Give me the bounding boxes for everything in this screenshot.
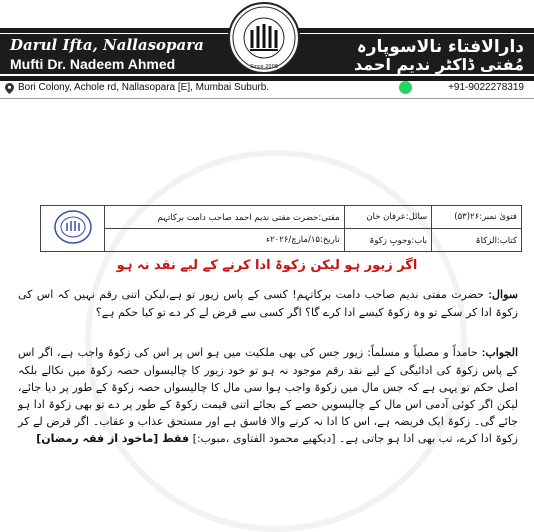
mufti-name-urdu: مُفتی ڈاکٹر ندیم احمد <box>353 55 524 74</box>
fatwa-meta-table <box>40 205 522 252</box>
question-text: حضرت مفتی ندیم صاحب دامت برکاتہم! کسی کے پاس زیور تو ہے،لیکن اتنی رقم نہیں کہ اس کی زکوۃ ادا کر سکے تو وہ زکوۃ کیسے ادا کرے گا؟ اگر کسی سے قرض لے کر دے تو کیا حکم ہے؟ <box>18 288 518 319</box>
contact-bar <box>0 80 534 100</box>
question-label: سوال: <box>488 289 518 301</box>
darul-ifta-urdu: دارالافتاء نالاسوپارہ <box>356 37 524 57</box>
seal-stamp-icon <box>53 209 93 245</box>
fatwa-number: فتویٰ نمبر:۲۶(۵۳) <box>432 206 522 229</box>
fatwa-date: تاریخ:۱۵/مارچ/۲۰۲۶ء <box>105 229 345 252</box>
questioner-name: سائل:عرفان خان <box>344 206 431 229</box>
answer-text: حامداً و مصلیاً و مسلماً: زیور جس کی بھی ملکیت میں ہو اس پر اس کی زکوۃ واجب ہے، اگر اس کے پاس زکوۃ کی ادائیگی کے لیے نقد رقم موجود نہ ہو تو خود زیور کا چالیسواں حصہ زکوۃ میں نکالے بلکہ اصل حکم تو یہی ہے کہ جس مال میں زکوۃ واجب ہوا سی مال کا چالیسواں حصہ زکوۃ کے طور پر دیا جائے، لیکن اگر کوئی آدمی اس مال کے چالیسویں حصے کے بجائے اتنی قیمت زکوۃ کے طور پر دے تو بھی زکوۃ ادا ہو جائے گی۔ زکوۃ ایک فریضہ ہے، اس کا ادا نہ کرنے والا فاسق ہے اور مستحق عذاب و عقاب۔ اگر قرض لے کر زکوۃ ادا کرے، تب بھی ادا ہو جاتی ہے۔ <box>18 346 518 445</box>
phone-number[interactable]: +91-9022278319 <box>448 82 524 93</box>
seal-stamp <box>41 206 105 252</box>
book-name: کتاب:الزکاۃ <box>432 229 522 252</box>
question-paragraph <box>18 286 518 321</box>
header-rule <box>0 98 534 99</box>
address-text: Bori Colony, Achole rd, Nallasopara [E], Mumbai Suburb. <box>18 82 270 93</box>
reference-prefix: [دیکھیے محمود الفتاوی ،مبوب:] <box>192 432 336 445</box>
logo-since: Since 2008 <box>250 64 278 70</box>
fatwa-title: اگر زیور ہو لیکن زکوۃ ادا کرنے کے لیے نقد نہ ہو <box>116 258 418 273</box>
mufti-name: مفتی:حضرت مفتی ندیم احمد صاحب دامت برکاتہم <box>105 206 345 229</box>
mufti-name-english: Mufti Dr. Nadeem Ahmed <box>10 56 176 72</box>
reference-source: فقط [ماخوذ از فقہ رمضان] <box>36 432 190 445</box>
answer-paragraph <box>18 344 518 447</box>
whatsapp-icon <box>399 81 412 94</box>
answer-label: الجواب: <box>481 347 518 359</box>
darul-ifta-english: Darul Ifta, Nallasopara <box>10 36 204 54</box>
chapter-name: باب:وجوبِ زکوۃ <box>344 229 431 252</box>
location-pin-icon <box>5 83 14 94</box>
foundation-logo <box>228 2 300 74</box>
